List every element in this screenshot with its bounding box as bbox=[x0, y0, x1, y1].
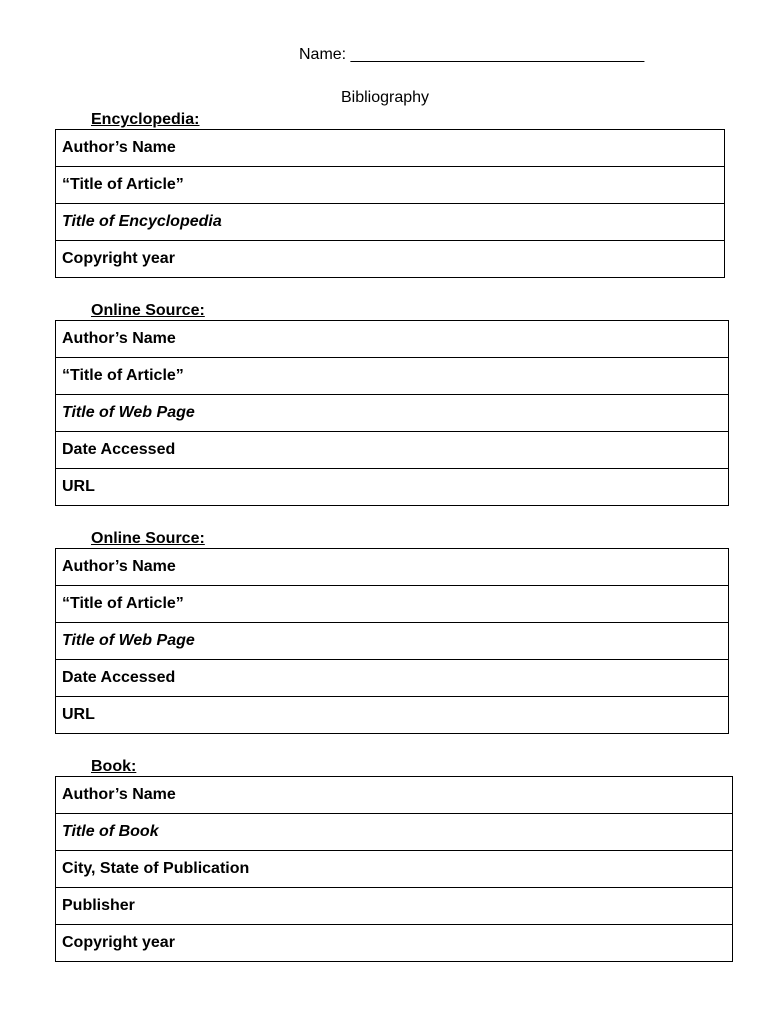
section-heading: Encyclopedia: bbox=[91, 111, 200, 128]
field-row-web-page-title: Title of Web Page bbox=[56, 395, 728, 432]
citation-table bbox=[55, 320, 729, 506]
citation-table bbox=[55, 776, 733, 962]
encyclopedia-section bbox=[55, 110, 725, 278]
name-label: Name: bbox=[299, 46, 347, 63]
online-source-section-1 bbox=[55, 301, 729, 506]
book-section bbox=[55, 757, 733, 962]
name-line bbox=[299, 46, 644, 64]
online-source-section-2 bbox=[55, 529, 729, 734]
field-row-author: Author’s Name bbox=[56, 549, 728, 586]
field-row-article-title: “Title of Article” bbox=[56, 586, 728, 623]
field-row-author: Author’s Name bbox=[56, 130, 724, 167]
citation-table bbox=[55, 129, 725, 278]
field-row-encyclopedia-title: Title of Encyclopedia bbox=[56, 204, 724, 241]
citation-table bbox=[55, 548, 729, 734]
section-heading: Online Source: bbox=[91, 530, 205, 547]
field-row-copyright-year: Copyright year bbox=[56, 241, 724, 278]
field-row-author: Author’s Name bbox=[56, 777, 732, 814]
field-row-date-accessed: Date Accessed bbox=[56, 432, 728, 469]
field-row-book-title: Title of Book bbox=[56, 814, 732, 851]
page-title: Bibliography bbox=[340, 89, 430, 106]
field-row-city-state: City, State of Publication bbox=[56, 851, 732, 888]
name-blank: _________________________________ bbox=[350, 46, 645, 63]
section-heading: Online Source: bbox=[91, 302, 205, 319]
field-row-article-title: “Title of Article” bbox=[56, 358, 728, 395]
field-row-web-page-title: Title of Web Page bbox=[56, 623, 728, 660]
field-row-url: URL bbox=[56, 469, 728, 506]
field-row-url: URL bbox=[56, 697, 728, 734]
field-row-date-accessed: Date Accessed bbox=[56, 660, 728, 697]
field-row-publisher: Publisher bbox=[56, 888, 732, 925]
field-row-author: Author’s Name bbox=[56, 321, 728, 358]
field-row-copyright-year: Copyright year bbox=[56, 925, 732, 962]
section-heading: Book: bbox=[91, 758, 137, 775]
field-row-article-title: “Title of Article” bbox=[56, 167, 724, 204]
